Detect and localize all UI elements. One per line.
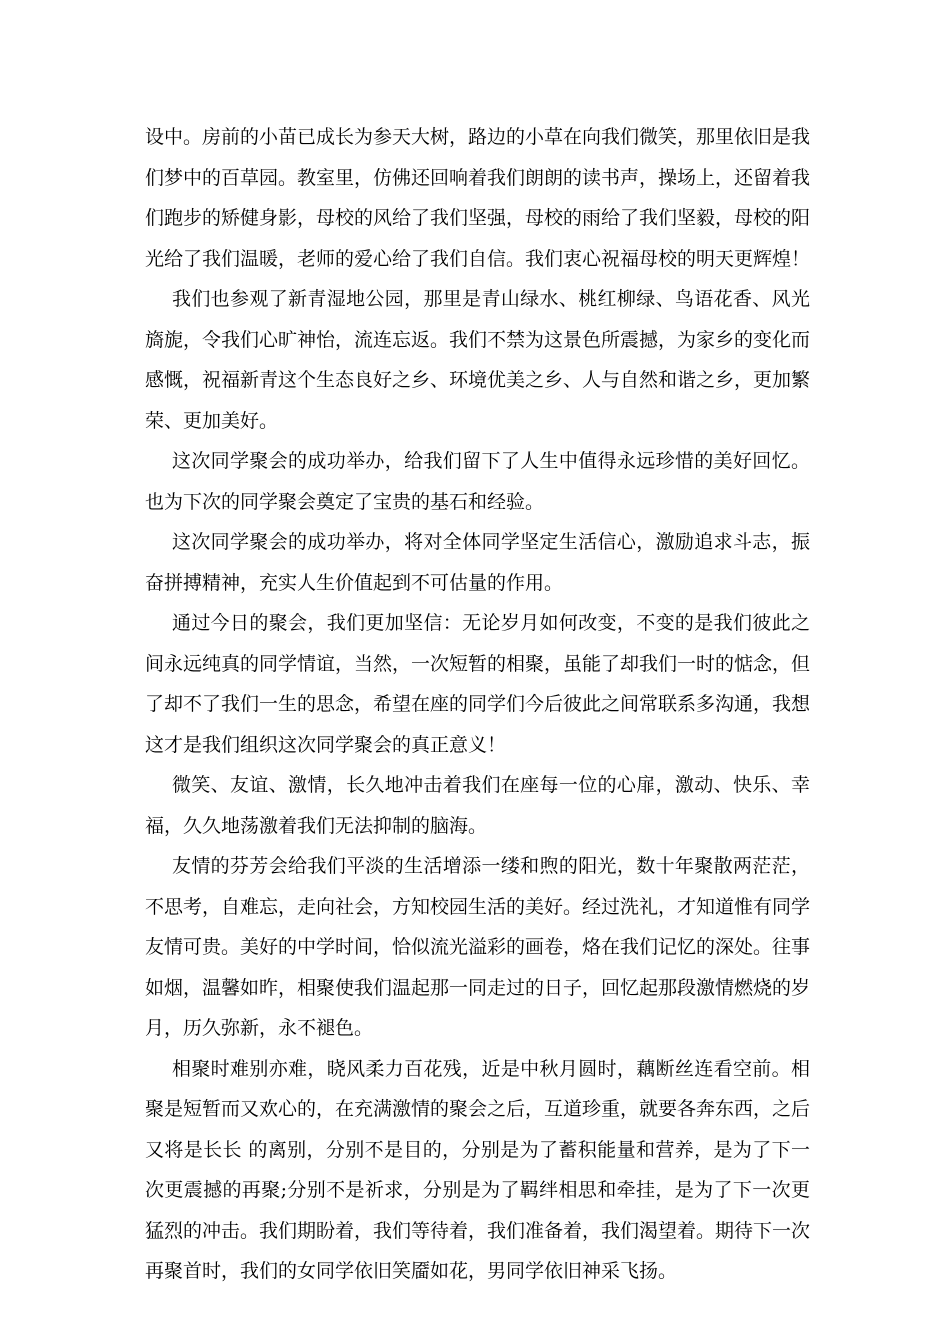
paragraph-encouragement: 这次同学聚会的成功举办，将对全体同学坚定生活信心，激励追求斗志，振奋拼搏精神，充实人生价值起到不可估量的作用。	[145, 531, 810, 594]
paragraph-emotions: 微笑、友谊、激情，长久地冲击着我们在座每一位的心扉，激动、快乐、幸福，久久地荡激着我们无法抑制的脑海。	[145, 774, 810, 837]
paragraph-friendship-belief: 通过今日的聚会，我们更加坚信：无论岁月如何改变，不变的是我们彼此之间永远纯真的同学情谊，当然，一次短暂的相聚，虽能了却我们一时的惦念，但了却不了我们一生的思念，希望在座的同学们今后彼此之间常联系多沟通，我想这才是我们组织这次同学聚会的真正意义！	[145, 612, 811, 756]
paragraph-school-life: 友情的芬芳会给我们平淡的生活增添一缕和煦的阳光，数十年聚散两茫茫，不思考，自难忘，走向社会，方知校园生活的美好。经过洗礼，才知道惟有同学友情可贵。美好的中学时间，恰似流光溢彩的画卷，烙在我们记忆的深处。往事如烟，温馨如昨，相聚使我们温起那一同走过的日子，回忆起那段激情燃烧的岁月，历久弥新，永不褪色。	[145, 855, 811, 1039]
paragraph-continued: 设中。房前的小苗已成长为参天大树，路边的小草在向我们微笑，那里依旧是我们梦中的百草园。教室里，仿佛还回响着我们朗朗的读书声，操场上，还留着我们跑步的矫健身影，母校的风给了我们坚强，母校的雨给了我们坚毅，母校的阳光给了我们温暖，老师的爱心给了我们自信。我们衷心祝福母校的明天更辉煌！	[145, 126, 811, 270]
document-body	[145, 117, 810, 1292]
paragraph-farewell: 相聚时难别亦难，晓风柔力百花残，近是中秋月圆时，藕断丝连看空前。相聚是短暂而又欢心的，在充满激情的聚会之后，互道珍重，就要各奔东西，之后又将是长长 的离别，分别不是目的，分别是为了蓄积能量和营养，是为了下一次更震撼的再聚;分别不是祈求，分别是为了羁绊相思和牵挂，是为了下一次更猛烈的冲击。我们期盼着，我们等待着，我们准备着，我们渴望着。期待下一次再聚首时，我们的女同学依旧笑靥如花，男同学依旧神采飞扬。	[145, 1057, 811, 1282]
paragraph-wetland-park: 我们也参观了新青湿地公园，那里是青山绿水、桃红柳绿、鸟语花香、风光旖旎，令我们心旷神怡，流连忘返。我们不禁为这景色所震撼，为家乡的变化而感慨，祝福新青这个生态良好之乡、环境优美之乡、人与自然和谐之乡，更加繁荣、更加美好。	[145, 288, 811, 432]
paragraph-memories: 这次同学聚会的成功举办，给我们留下了人生中值得永远珍惜的美好回忆。也为下次的同学聚会奠定了宝贵的基石和经验。	[145, 450, 810, 513]
